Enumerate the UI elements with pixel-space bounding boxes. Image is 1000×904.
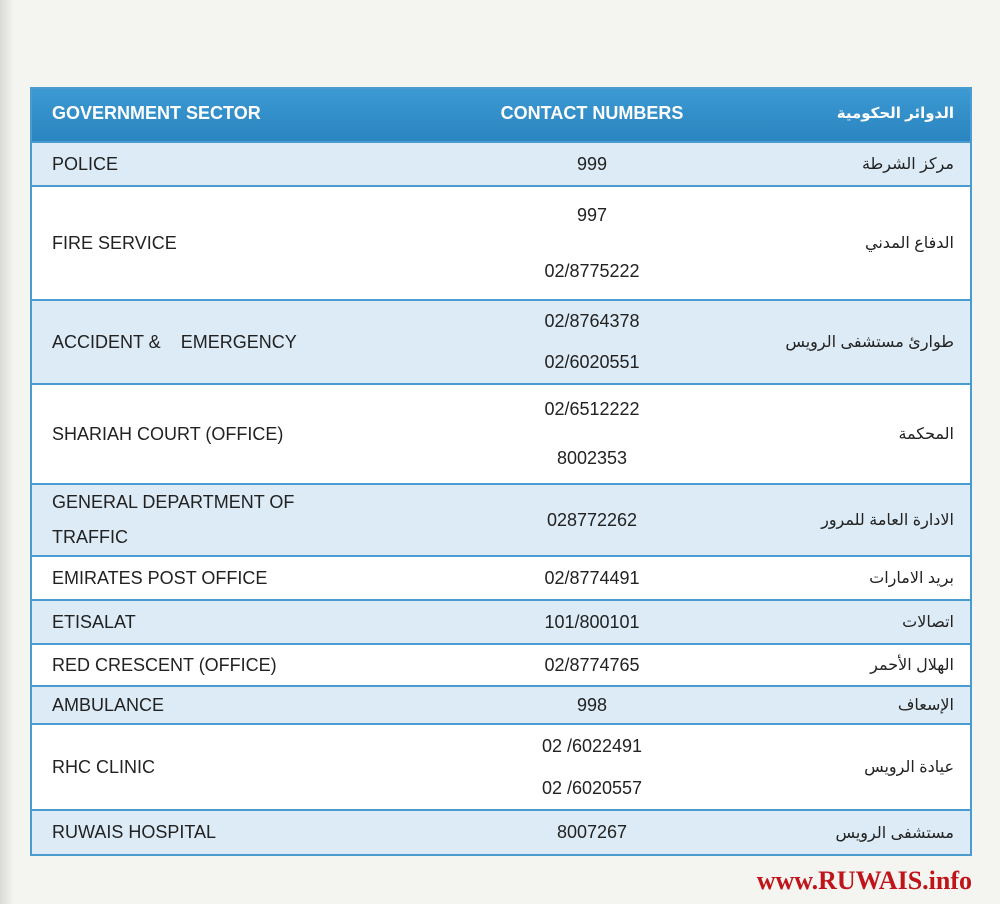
sector-name: EMIRATES POST OFFICE: [52, 567, 268, 588]
contact-numbers: [432, 301, 752, 383]
table-row: [32, 299, 970, 383]
sector-name-ar: مركز الشرطة: [861, 156, 954, 173]
sector-name: RUWAIS HOSPITAL: [52, 822, 217, 842]
sector-name: ETISALAT: [52, 611, 136, 632]
contact-numbers: [432, 645, 752, 685]
table-row: [32, 809, 970, 854]
phone-number: 997: [576, 204, 608, 225]
sector-name: RHC CLINIC: [52, 756, 156, 777]
contact-numbers: [432, 687, 752, 723]
contact-numbers: [432, 601, 752, 643]
phone-number: 02/8764378: [544, 311, 640, 331]
phone-number: 02/6020551: [544, 352, 640, 372]
phone-number: 02/6512222: [544, 399, 640, 419]
contact-numbers: [432, 385, 752, 483]
sector-name: AMBULANCE: [52, 694, 165, 715]
header-sector-en: GOVERNMENT SECTOR: [52, 103, 261, 123]
sector-name: RED CRESCENT (OFFICE): [52, 654, 277, 675]
sector-name-ar: الدفاع المدني: [865, 235, 954, 252]
table-row: [32, 141, 970, 185]
table-row: [32, 555, 970, 599]
sector-name: ACCIDENT & EMERGENCY: [52, 331, 297, 352]
sector-name: FIRE SERVICE: [52, 232, 177, 253]
phone-number: 02/8774765: [544, 654, 640, 675]
sector-name: GENERAL DEPARTMENT OF TRAFFIC: [52, 492, 295, 547]
sector-name-ar: الادارة العامة للمرور: [821, 512, 954, 529]
page-edge: [0, 0, 14, 904]
phone-number: 999: [576, 153, 608, 174]
phone-number: 02 /6022491: [541, 735, 643, 756]
contact-numbers: [432, 811, 752, 854]
phone-number: 8007267: [556, 822, 628, 842]
phone-number: 02 /6020557: [541, 777, 643, 798]
phone-number: 02/8775222: [544, 260, 640, 281]
table-row: [32, 483, 970, 555]
table-row: [32, 723, 970, 809]
sector-name-ar: الهلال الأحمر: [870, 657, 954, 674]
phone-number: 028772262: [546, 509, 638, 530]
contacts-table: [30, 87, 972, 856]
sector-name-ar: اتصالات: [902, 614, 954, 631]
table-row: [32, 643, 970, 685]
contact-numbers: [432, 187, 752, 299]
table-row: [32, 383, 970, 483]
contact-numbers: [432, 557, 752, 599]
sector-name-ar: الإسعاف: [897, 697, 954, 714]
phone-number: 998: [576, 694, 608, 715]
table-row: [32, 685, 970, 723]
sector-name-ar: مستشفى الرويس: [835, 824, 954, 842]
contact-numbers: [432, 485, 752, 555]
sector-name: POLICE: [52, 153, 119, 174]
contact-numbers: [432, 143, 752, 185]
phone-number: 8002353: [556, 448, 628, 468]
header-contact-numbers: CONTACT NUMBERS: [500, 103, 684, 123]
table-row: [32, 185, 970, 299]
table-header: [32, 89, 970, 141]
sector-name-ar: عيادة الرويس: [864, 759, 954, 776]
header-sector-ar: الدوائر الحكومية: [836, 105, 954, 122]
table-row: [32, 599, 970, 643]
sector-name-ar: المحكمة: [898, 426, 954, 443]
contact-numbers: [432, 725, 752, 809]
website-watermark: www.RUWAIS.info: [756, 866, 972, 895]
sector-name-ar: بريد الامارات: [869, 570, 954, 587]
phone-number: 02/8774491: [544, 567, 640, 588]
phone-number: 101/800101: [544, 611, 640, 632]
sector-name: SHARIAH COURT (OFFICE): [52, 423, 284, 444]
sector-name-ar: طوارئ مستشفى الرويس: [785, 334, 954, 351]
